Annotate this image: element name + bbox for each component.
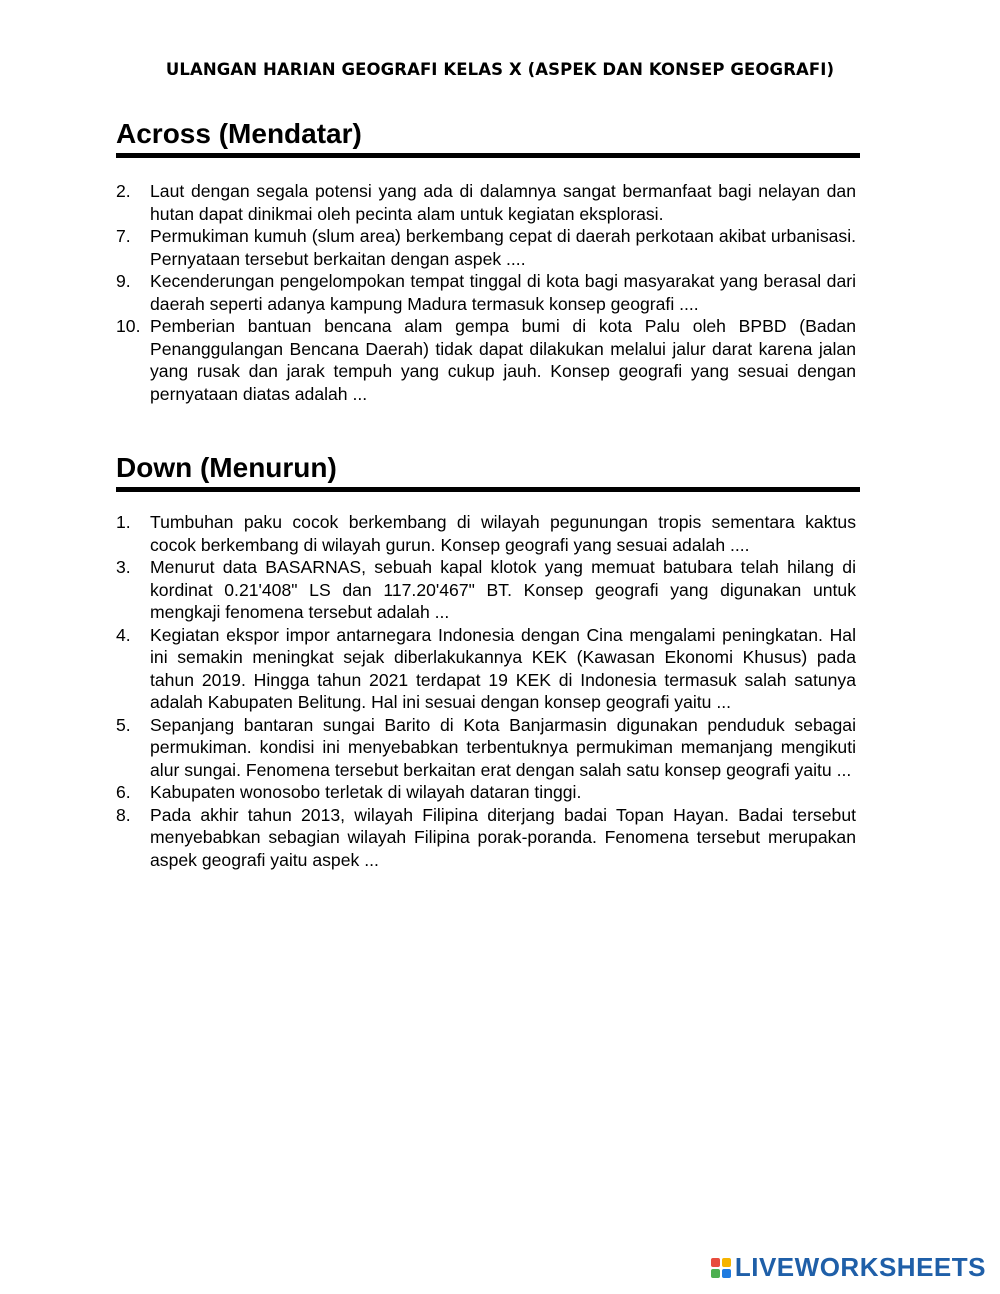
- logo-square-red: [711, 1258, 720, 1267]
- liveworksheets-logo-text: LIVEWORKSHEETS: [734, 1252, 986, 1282]
- clue-text: Laut dengan segala potensi yang ada di dalamnya sangat bermanfaat bagi nelayan dan hutan dapat dinikmai oleh pecinta alam untuk kegiatan eksplorasi.: [150, 181, 856, 224]
- clue-text: Kegiatan ekspor impor antarnegara Indonesia dengan Cina mengalami peningkatan. Hal ini semakin meningkat sejak diberlakukannya KEK (Kawasan Ekonomi Khusus) pada tahun 2019. Hingga tahun 2021 terdapat 19 KEK di Indonesia termasuk salah satunya adalah Kabupaten Belitung. Hal ini sesuai dengan konsep geografi yaitu ...: [150, 624, 856, 712]
- clue-text: Menurut data BASARNAS, sebuah kapal klotok yang memuat batubara telah hilang di kordinat 0.21'408" LS dan 117.20'467" BT. Konsep geografi yang digunakan untuk mengkaji fenomena tersebut adalah ...: [150, 557, 856, 622]
- clue-number: 3.: [116, 557, 131, 577]
- clue-text: Kabupaten wonosobo terletak di wilayah dataran tinggi.: [150, 782, 582, 802]
- down-clue-list: [116, 511, 856, 871]
- logo-square-yellow: [722, 1258, 731, 1267]
- logo-square-blue: [722, 1269, 731, 1278]
- liveworksheets-logo: [711, 1252, 986, 1283]
- clue-across-9: [116, 270, 856, 315]
- clue-number: 8.: [116, 804, 131, 825]
- clue-across-2: [116, 180, 856, 225]
- clue-across-7: [116, 225, 856, 270]
- clue-down-1: [116, 511, 856, 556]
- liveworksheets-logo-icon: [711, 1258, 731, 1278]
- clue-text: Pemberian bantuan bencana alam gempa bumi di kota Palu oleh BPBD (Badan Penanggulangan Bencana Daerah) tidak dapat dilakukan melalui jalur darat karena jalan yang rusak dan jarak tempuh yang cukup jauh. Konsep geografi yang sesuai dengan pernyataan diatas adalah ...: [150, 316, 856, 404]
- clue-number: 6.: [116, 782, 131, 802]
- clue-text: Kecenderungan pengelompokan tempat tinggal di kota bagi masyarakat yang berasal dari daerah seperti adanya kampung Madura termasuk konsep geografi ....: [150, 271, 856, 314]
- clue-down-4: [116, 624, 856, 714]
- clue-across-10: [116, 315, 856, 405]
- clue-down-3: [116, 556, 856, 624]
- across-clue-list: [116, 180, 856, 405]
- clue-down-8: [116, 804, 856, 872]
- document-title: ULANGAN HARIAN GEOGRAFI KELAS X (ASPEK DAN KONSEP GEOGRAFI): [165, 60, 835, 79]
- clue-number: 1.: [116, 512, 131, 532]
- down-heading: Down (Menurun): [116, 451, 860, 492]
- clue-number: 4.: [116, 624, 131, 645]
- clue-number: 10.: [116, 316, 141, 336]
- clue-number: 2.: [116, 181, 131, 201]
- clue-number: 9.: [116, 271, 131, 291]
- across-heading: Across (Mendatar): [116, 117, 860, 158]
- clue-text: Permukiman kumuh (slum area) berkembang cepat di daerah perkotaan akibat urbanisasi. Pernyataan tersebut berkaitan dengan aspek ....: [150, 226, 856, 269]
- logo-square-green: [711, 1269, 720, 1278]
- clue-number: 7.: [116, 226, 131, 246]
- clue-down-5: [116, 714, 856, 782]
- clue-number: 5.: [116, 714, 131, 735]
- clue-down-6: [116, 781, 856, 804]
- clue-text: Tumbuhan paku cocok berkembang di wilayah pegunungan tropis sementara kaktus cocok berkembang di wilayah gurun. Konsep geografi yang sesuai adalah ....: [150, 512, 856, 555]
- clue-text: Pada akhir tahun 2013, wilayah Filipina diterjang badai Topan Hayan. Badai tersebut menyebabkan sebagian wilayah Filipina porak-poranda. Fenomena tersebut merupakan aspek geografi yaitu aspek ...: [150, 804, 856, 870]
- clue-text: Sepanjang bantaran sungai Barito di Kota Banjarmasin digunakan penduduk sebagai permukiman. kondisi ini menyebabkan terbentuknya permukiman memanjang mengikuti alur sungai. Fenomena tersebut berkaitan erat dengan salah satu konsep geografi yaitu ...: [150, 714, 856, 780]
